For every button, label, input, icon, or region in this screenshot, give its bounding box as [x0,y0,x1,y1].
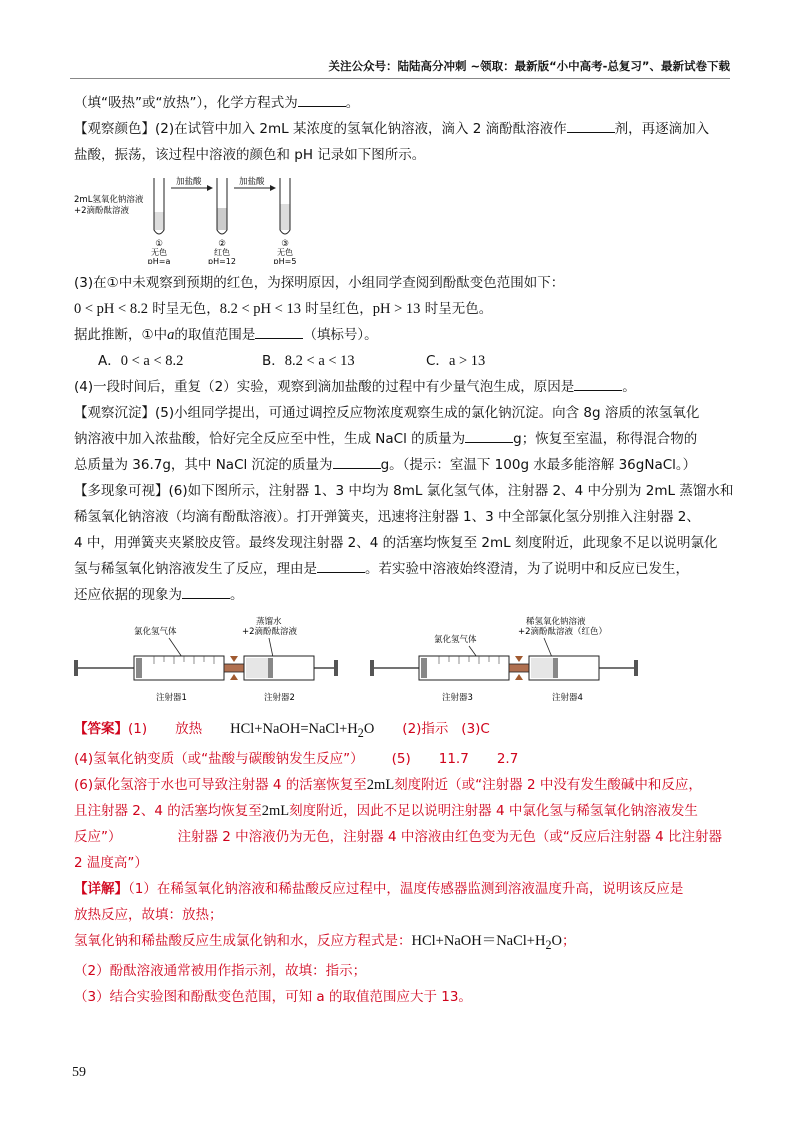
arrow-2-head [270,185,276,191]
detail-line-4: （2）酚酞溶液通常被用作指示剂，故填：指示； [74,962,367,979]
fig1-left-label-2: +2滴酚酞溶液 [74,206,130,216]
detail-equation: $HCl+NaOH=NaCl+H_2O$ [411,932,562,952]
tube-2-number: ② [218,239,226,249]
syringe-2-piston [268,658,273,678]
syringe-4-liquid [531,658,553,678]
syringe-3-barrel [419,656,509,680]
detail-line-1: 【详解】（1）在稀氢氧化钠溶液和稀盐酸反应过程中，温度传感器监测到溶液温度升高，说明该反应是 [74,880,684,897]
answer-blank [317,558,365,573]
syringe-1-handle [74,660,78,676]
header-rule [70,78,730,79]
arrow-1-head [207,185,213,191]
syringe-2-liquid [246,658,268,678]
tube-3-color: 无色 [277,248,293,257]
fig1-left-label-1: 2mL氢氧化钠溶液 [74,195,144,205]
left-liquid-label-2: +2滴酚酞溶液 [242,627,298,637]
tube-1-ph: pH=a [147,257,171,264]
document-body [74,90,734,1010]
right-liquid-label-1: 稀氢氧化钠溶液 [526,617,586,627]
syringe-2-handle [334,660,338,676]
line-5: 0 < pH < 8.2 时呈无色，8.2 < pH < 13 时呈红色，pH > 13 时呈无色。 [74,301,493,317]
syringe-diagram [74,612,734,712]
syringe-4-label: 注射器4 [552,693,583,703]
syringe-1-piston [136,658,142,678]
tube-1-number: ① [155,239,163,249]
line-11: 【多现象可视】(6)如下图所示，注射器 1、3 中均为 8mL 氯化氢气体，注射器 2、4 中分别为 2mL 蒸馏水和 [74,483,734,499]
answer-equation: $HCl+NaOH=NaCl+H_2O$ [230,721,375,740]
syringe-1-barrel [134,656,224,680]
syringe-3-label: 注射器3 [442,693,473,703]
detail-line-3: 氢氧化钠和稀盐酸反应生成氯化钠和水，反应方程式是：$HCl+NaOH=NaCl+H_2O$； [74,932,576,952]
tube-3-liquid [281,204,290,230]
answer-blank [465,428,513,443]
detail-line-2: 放热反应，故填：放热； [74,906,223,923]
answer-line-2: (4)氢氧化钠变质（或“盐酸与碳酸钠发生反应”） (5) 11.7 2.7 [74,750,519,767]
right-gas-label: 氯化氢气体 [434,635,477,645]
line-10: 总质量为 36.7g，其中 NaCl 沉淀的质量为 g。（提示：室温下 100g 水最多能溶解 36gNaCl。） [74,452,734,478]
options-line [74,348,734,374]
line-6: 据此推断，①中a的取值范围是 （填标号）。 [74,322,734,348]
line-4: (3)在①中未观察到预期的红色，为探明原因，小组同学查阅到酚酞变色范围如下： [74,275,565,291]
answer-line-1: 【答案】(1) 放热 $HCl+NaOH=NaCl+H_2O$ (2)指示 (3)C [74,721,490,740]
option-a: A．0 < a < 8.2 [98,353,184,369]
line-14: 氢与稀氢氧化钠溶液发生了反应，理由是 。若实验中溶液始终澄清，为了说明中和反应已发生， [74,556,734,582]
line-2: 【观察颜色】(2)在试管中加入 2mL 某浓度的氢氧化钠溶液，滴入 2 滴酚酞溶液作 剂，再逐滴加入 [74,116,734,142]
left-gas-label: 氯化氢气体 [134,627,177,637]
detail-line-5: （3）结合实验图和酚酞变色范围，可知 a 的取值范围应大于 13。 [74,988,472,1005]
line-1: （填“吸热”或“放热”），化学方程式为 。 [74,90,734,116]
line-8: 【观察沉淀】(5)小组同学提出，可通过调控反应物浓度观察生成的氯化钠沉淀。向含 8g 溶质的浓氢氧化 [74,405,700,421]
tube-3-number: ③ [281,239,289,249]
test-tube-figure [74,172,734,264]
syringe-4-handle [634,660,638,676]
syringe-3-piston [421,658,427,678]
test-tube-diagram [74,172,334,264]
tube-2-color: 红色 [214,248,230,257]
line-13: 4 中，用弹簧夹夹紧胶皮管。最终发现注射器 2、4 的活塞均恢复至 2mL 刻度附近，此现象不足以说明氯化 [74,535,718,551]
answer-line-6: 2 温度高”） [74,854,148,871]
page-header: 关注公众号：陆陆高分冲刺 ~领取：最新版“小中高考-总复习”、最新试卷下载 [328,59,730,73]
syringe-1-label: 注射器1 [156,693,187,703]
syringe-figure [74,612,734,712]
answer-line-4: 且注射器 2、4 的活塞均恢复至2mL刻度附近，因此不足以说明注射器 4 中氯化氢与稀氢氧化钠溶液发生 [74,802,698,819]
arrow-1-label: 加盐酸 [176,177,202,187]
answer-blank [182,584,230,599]
page-number: 59 [72,1065,86,1080]
answer-blank [298,92,346,107]
line-7: (4)一段时间后，重复（2）实验，观察到滴加盐酸的过程中有少量气泡生成，原因是 。 [74,374,734,400]
line-15: 还应依据的现象为 。 [74,582,734,608]
answer-blank [567,118,615,133]
answer-line-5: 反应”） 注射器 2 中溶液仍为无色，注射器 4 中溶液由红色变为无色（或“反应后注射器 4 比注射器 [74,828,723,845]
option-c: C．a > 13 [426,353,486,369]
answer-blank [255,324,303,339]
tube-3-ph: pH=5 [273,257,297,264]
answer-line-3: (6)氯化氢溶于水也可导致注射器 4 的活塞恢复至2mL刻度附近（或“注射器 2 中没有发生酸碱中和反应， [74,776,702,793]
syringe-2-label: 注射器2 [264,693,295,703]
tube-2-ph: pH=12 [208,257,236,264]
syringe-3-handle [370,660,374,676]
right-liquid-label-2: +2滴酚酞溶液（红色） [518,627,608,637]
arrow-2-label: 加盐酸 [239,177,265,187]
line-12: 稀氢氧化钠溶液（均滴有酚酞溶液）。打开弹簧夹，迅速将注射器 1、3 中全部氯化氢分别推入注射器 2、 [74,509,700,525]
tube-1-color: 无色 [151,248,167,257]
option-b: B．8.2 < a < 13 [262,353,355,369]
answer-blank [333,454,381,469]
syringe-4-piston [553,658,558,678]
rubber-tube-2 [509,664,529,672]
tube-2-liquid [218,208,227,230]
left-liquid-label-1: 蒸馏水 [256,617,282,627]
rubber-tube-1 [224,664,244,672]
line-9: 钠溶液中加入浓盐酸，恰好完全反应至中性，生成 NaCl 的质量为 g；恢复至室温，称得混合物的 [74,426,734,452]
line-3: 盐酸，振荡，该过程中溶液的颜色和 pH 记录如下图所示。 [74,147,426,163]
answer-blank [574,376,622,391]
tube-1-liquid [155,212,164,230]
